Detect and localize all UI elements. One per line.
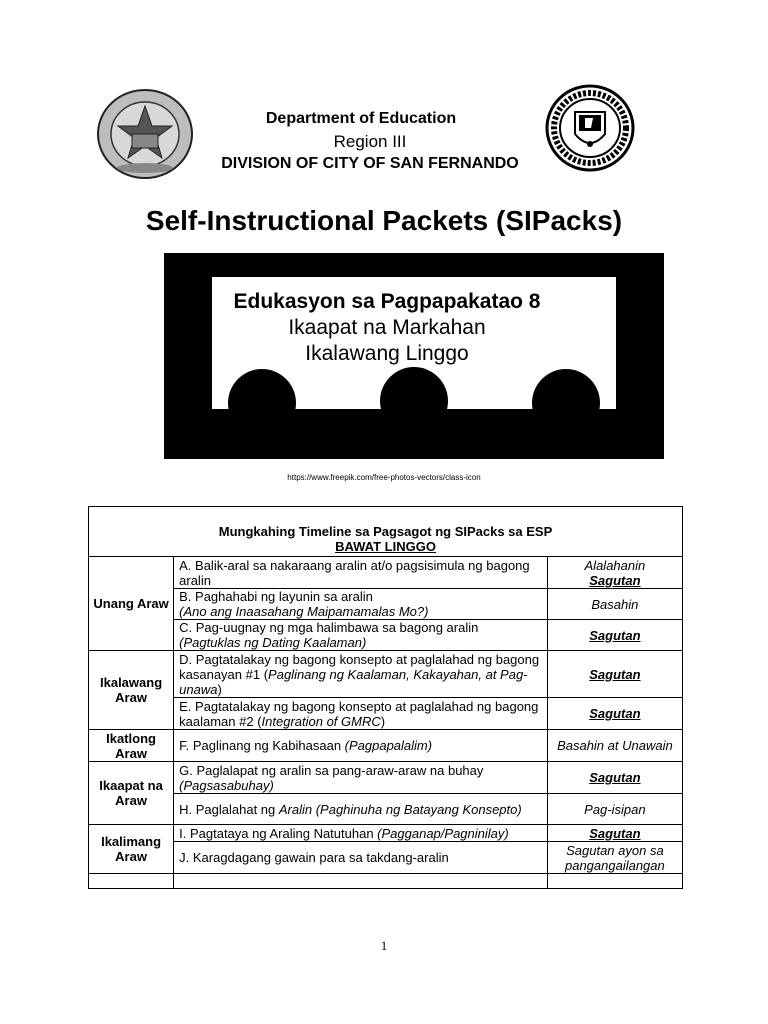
task-cell: Basahin: [547, 589, 682, 620]
day-cell: Ikalawang Araw: [89, 651, 174, 730]
day-cell: Ikatlong Araw: [89, 730, 174, 762]
timeline-table: [88, 506, 683, 889]
division-name: DIVISION OF CITY OF SAN FERNANDO: [221, 155, 519, 172]
activity-cell: J. Karagdagang gawain para sa takdang-aralin: [174, 842, 548, 874]
table-row: [89, 762, 683, 794]
task-cell: Sagutan: [547, 651, 682, 698]
activity-cell: D. Pagtatalakay ng bagong konsepto at paglalahad ng bagong kasanayan #1 (Paglinang ng Kaalaman, Kakayahan, at Pag-unawa): [174, 651, 548, 698]
image-credit-link[interactable]: https://www.freepik.com/free-photos-vectors/class-icon: [287, 473, 481, 482]
task-cell: Pag-isipan: [547, 794, 682, 825]
activity-cell: F. Paglinang ng Kabihasaan (Pagpapalalim): [174, 730, 548, 762]
activity-cell: E. Pagtatalakay ng bagong konsepto at paglalahad ng bagong kaalaman #2 (Integration of GMRC): [174, 698, 548, 730]
table-title-row: [89, 507, 683, 557]
activity-cell: G. Paglalapat ng aralin sa pang-araw-araw na buhay (Pagsasabuhay): [174, 762, 548, 794]
table-empty-row: [89, 874, 683, 889]
day-cell: Ikalimang Araw: [89, 825, 174, 874]
table-title-cell: [89, 507, 683, 557]
table-row: [89, 794, 683, 825]
day-cell: Ikaapat na Araw: [89, 762, 174, 825]
table-row: [89, 557, 683, 589]
day-cell: Unang Araw: [89, 557, 174, 651]
activity-cell: I. Pagtataya ng Araling Natutuhan (Pagganap/Pagninilay): [174, 825, 548, 842]
table-subtitle: BAWAT LINGGO: [335, 539, 436, 554]
week-label: Ikalawang Linggo: [305, 342, 469, 365]
activity-cell: B. Paghahabi ng layunin sa aralin (Ano ang Inaasahang Maipamamalas Mo?): [174, 589, 548, 620]
task-cell: Sagutan: [547, 698, 682, 730]
page-number: 1: [380, 938, 388, 953]
table-row: [89, 730, 683, 762]
activity-cell: H. Paglalahat ng Aralin (Paghinuha ng Batayang Konsepto): [174, 794, 548, 825]
subject-title: Edukasyon sa Pagpapakatao 8: [233, 290, 541, 313]
task-cell: Alalahanin Sagutan: [547, 557, 682, 589]
region-name: Region III: [333, 132, 407, 151]
document-title: Self-Instructional Packets (SIPacks): [145, 205, 623, 236]
task-cell: Sagutan ayon sa pangangailangan: [547, 842, 682, 874]
activity-cell: A. Balik-aral sa nakaraang aralin at/o pagsisimula ng bagong aralin: [174, 557, 548, 589]
table-row: [89, 825, 683, 842]
task-cell: Basahin at Unawain: [547, 730, 682, 762]
task-cell: Sagutan: [547, 762, 682, 794]
department-name: Department of Education: [265, 110, 457, 127]
table-row: [89, 842, 683, 874]
table-row: [89, 698, 683, 730]
table-row: [89, 651, 683, 698]
task-cell: Sagutan: [547, 620, 682, 651]
table-row: [89, 620, 683, 651]
task-cell: Sagutan: [547, 825, 682, 842]
quarter-label: Ikaapat na Markahan: [288, 316, 486, 339]
activity-cell: C. Pag-uugnay ng mga halimbawa sa bagong aralin (Pagtuklas ng Dating Kaalaman): [174, 620, 548, 651]
table-row: [89, 589, 683, 620]
table-title: Mungkahing Timeline sa Pagsagot ng SIPacks sa ESP: [218, 524, 553, 539]
